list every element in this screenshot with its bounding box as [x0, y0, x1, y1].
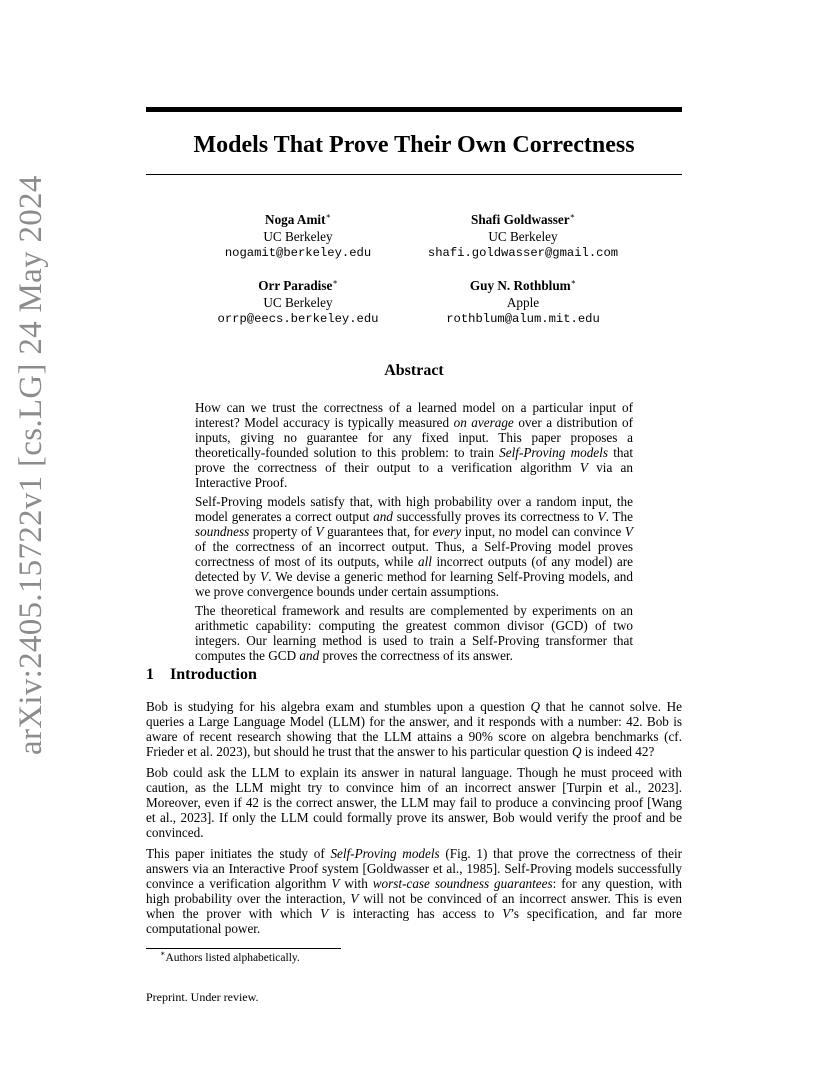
- author-name: Guy N. Rothblum: [469, 278, 571, 293]
- title-top-rule: [146, 107, 682, 112]
- abstract-body: [195, 400, 633, 667]
- abstract-paragraph: The theoretical framework and results are complemented by experiments on an arithmetic capability: computing the greatest common divisor (GCD) of two integers. Our learning method is used to train a Self-Proving transformer that computes the GCD and proves the correctness of its answer.: [195, 603, 633, 663]
- title-bottom-rule: [146, 174, 682, 175]
- author-name: Shafi Goldwasser: [471, 212, 570, 227]
- author-email: orrp@eecs.berkeley.edu: [217, 312, 379, 326]
- abstract-paragraph: How can we trust the correctness of a learned model on a particular input of interest? Model accuracy is typically measured on average over a distribution of inputs, giving no guarantee for any fixed input. This paper proposes a theoretically-founded solution to this problem: to train Self-Proving models that prove the correctness of their output to a verification algorithm V via an Interactive Proof.: [195, 400, 634, 490]
- section-heading: 1 Introduction: [146, 666, 257, 683]
- author-block-4: Guy N. Rothblum∗ Apple rothblum@alum.mit.edu: [403, 278, 643, 328]
- author-block-3: Orr Paradise∗ UC Berkeley orrp@eecs.berkeley.edu: [178, 278, 418, 328]
- author-affiliation: UC Berkeley: [263, 228, 333, 244]
- author-block-1: Noga Amit∗ UC Berkeley nogamit@berkeley.edu: [178, 212, 418, 262]
- arxiv-stamp: arXiv:2405.15722v1 [cs.LG] 24 May 2024: [13, 175, 49, 755]
- author-email: nogamit@berkeley.edu: [224, 246, 372, 260]
- author-name: Noga Amit: [265, 212, 326, 227]
- author-name: Orr Paradise: [258, 278, 333, 293]
- footnote: ∗Authors listed alphabetically.: [160, 949, 300, 964]
- preprint-notice: Preprint. Under review.: [146, 990, 259, 1004]
- introduction-body: [146, 699, 682, 942]
- abstract-heading: Abstract: [384, 362, 444, 379]
- abstract-paragraph: Self-Proving models satisfy that, with high probability over a random input, the model generates a correct output and successfully proves its correctness to V. The soundness property of V guarantees that, for every input, no model can convince V of the correctness of an incorrect output. Thus, a Self-Proving model proves correctness of most of its outputs, while all incorrect outputs (of any model) are detected by V. We devise a generic method for learning Self-Proving models, and we prove convergence bounds under certain assumptions.: [195, 494, 634, 599]
- footnote-rule: [146, 948, 341, 949]
- body-paragraph: Bob could ask the LLM to explain its answer in natural language. Though he must proceed with caution, as the LLM might try to convince him of an incorrect answer [Turpin et al., 2023]. Moreover, even if 42 is the correct answer, the LLM may fail to produce a convincing proof [Wang et al., 2023]. If only the LLM could formally prove its answer, Bob would verify the proof and be convinced.: [146, 765, 682, 840]
- author-email: rothblum@alum.mit.edu: [446, 312, 600, 326]
- author-affiliation: UC Berkeley: [263, 294, 333, 310]
- author-email: shafi.goldwasser@gmail.com: [427, 246, 619, 260]
- author-affiliation: UC Berkeley: [488, 228, 558, 244]
- author-block-2: Shafi Goldwasser∗ UC Berkeley shafi.goldwasser@gmail.com: [403, 212, 643, 262]
- paper-title: Models That Prove Their Own Correctness: [193, 132, 635, 158]
- body-paragraph: This paper initiates the study of Self-Proving models (Fig. 1) that prove the correctness of their answers via an Interactive Proof system [Goldwasser et al., 1985]. Self-Proving models successfully convince a verification algorithm V with worst-case soundness guarantees: for any question, with high probability over the interaction, V will not be convinced of an incorrect answer. This is even when the prover with which V is interacting has access to V’s specification, and far more computational power.: [146, 846, 683, 936]
- author-affiliation: Apple: [506, 294, 540, 310]
- body-paragraph: Bob is studying for his algebra exam and stumbles upon a question Q that he cannot solve. He queries a Large Language Model (LLM) for the answer, and it responds with a number: 42. Bob is aware of recent research showing that the LLM attains a 90% score on algebra benchmarks (cf. Frieder et al. 2023), but should he trust that the answer to his particular question Q is indeed 42?: [146, 699, 683, 759]
